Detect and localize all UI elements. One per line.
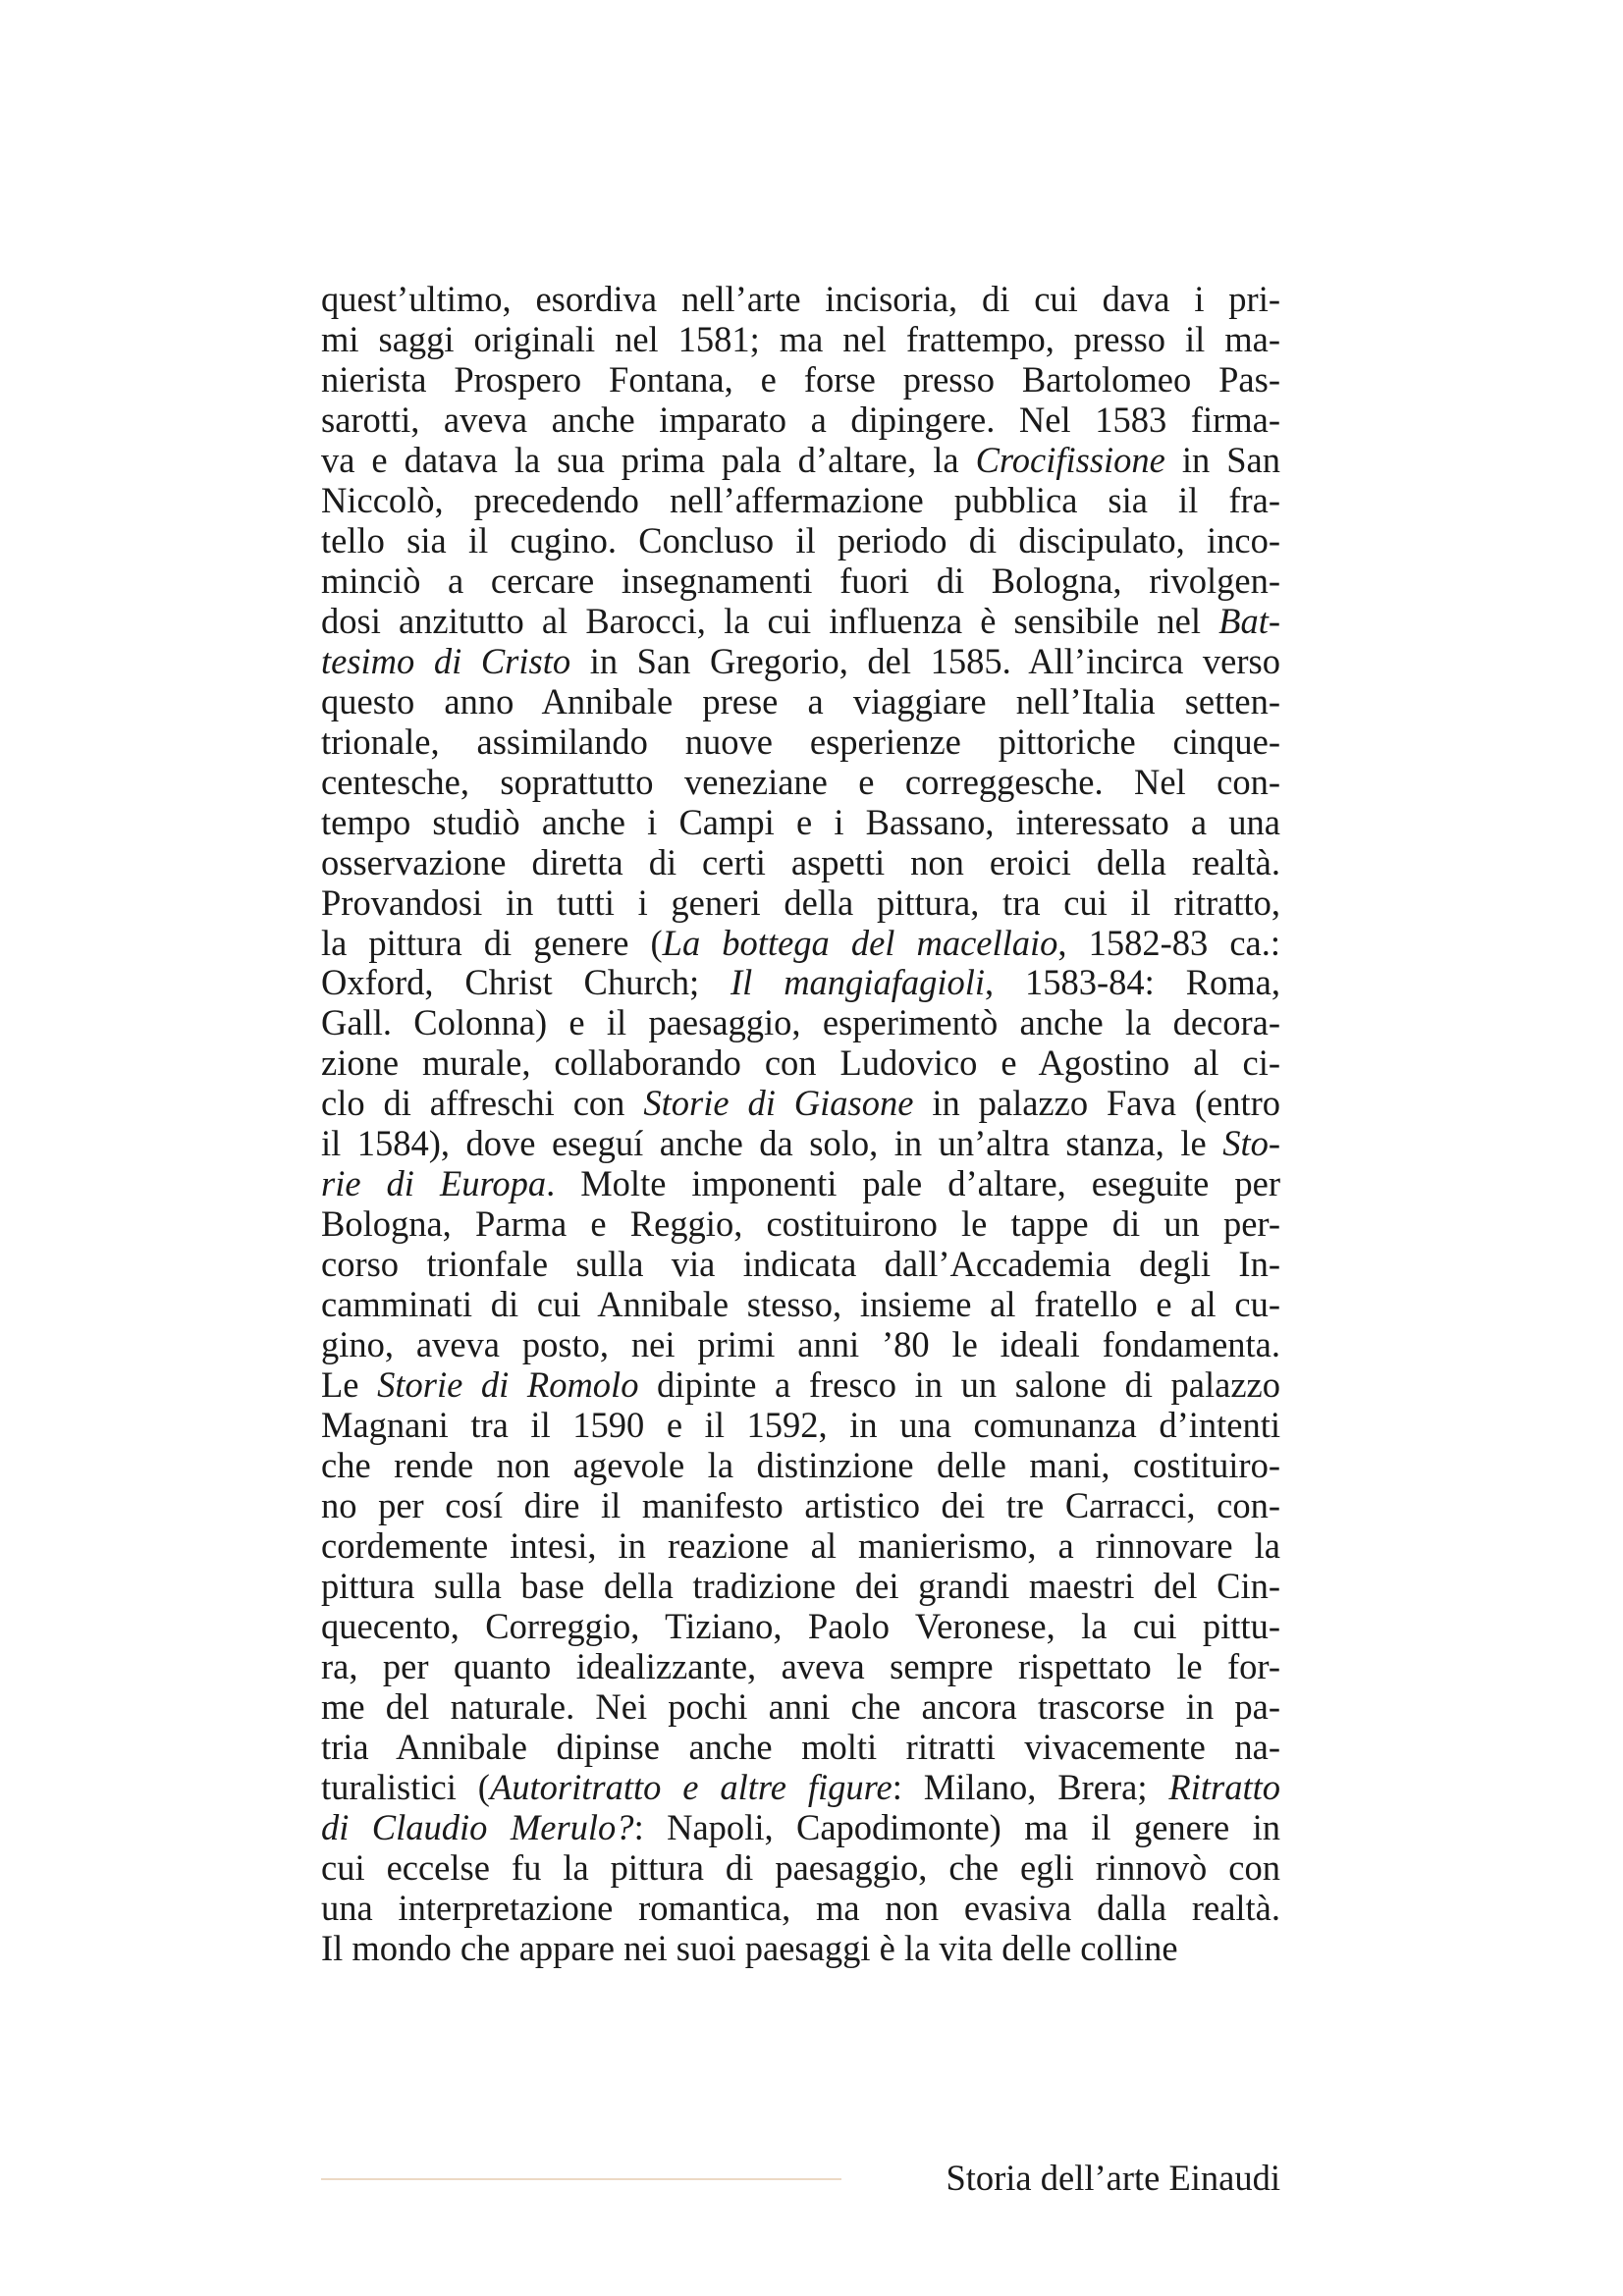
text-line (321, 883, 1280, 924)
text-segment: cui eccelse fu la pittura di paesaggio, che egli rinnovò con (321, 1846, 1280, 1888)
text-line (321, 1084, 1280, 1124)
text-line (321, 1285, 1280, 1325)
text-line (321, 1567, 1280, 1607)
italic-title: Autoritratto e altre figure (489, 1766, 893, 1807)
text-segment: il 1584), dove eseguí anche da solo, in un’altra stanza, le (321, 1123, 1223, 1164)
footer-title: Storia dell’arte Einaudi (946, 2158, 1280, 2198)
text-segment: Oxford, Christ Church; (321, 962, 731, 1003)
text-segment: corso trionfale sulla via indicata dall’Accademia degli In- (321, 1244, 1280, 1285)
text-line (321, 722, 1280, 763)
text-line (321, 441, 1280, 481)
text-line (321, 1808, 1280, 1848)
text-segment: . Molte imponenti pale d’altare, eseguite per (546, 1163, 1280, 1204)
text-segment: Il mondo che appare nei suoi paesaggi è la vita delle colline (321, 1927, 1178, 1968)
text-segment: Magnani tra il 1590 e il 1592, in una comunanza d’intenti (321, 1405, 1280, 1446)
text-segment: cordemente intesi, in reazione al manierismo, a rinnovare la (321, 1525, 1280, 1567)
text-segment: : Milano, Brera; (892, 1766, 1169, 1807)
italic-title: Bat- (1218, 600, 1280, 641)
text-line (321, 763, 1280, 803)
text-line (321, 1365, 1280, 1406)
text-segment: tempo studiò anche i Campi e i Bassano, interessato a una (321, 801, 1280, 842)
text-line (321, 360, 1280, 400)
text-line (321, 924, 1280, 964)
text-line (321, 521, 1280, 561)
text-line (321, 1245, 1280, 1285)
text-line (321, 1446, 1280, 1486)
italic-title: Storie di Giasone (643, 1083, 914, 1124)
page-footer (321, 2155, 1280, 2204)
text-segment: quecento, Correggio, Tiziano, Paolo Veronese, la cui pittu- (321, 1605, 1280, 1646)
italic-title: rie di Europa (321, 1163, 547, 1204)
text-segment: tello sia il cugino. Concluso il periodo di discipulato, inco- (321, 519, 1280, 561)
text-line (321, 481, 1280, 521)
text-line (321, 280, 1280, 320)
text-segment: quest’ultimo, esordiva nell’arte incisoria, di cui dava i pri- (321, 279, 1280, 319)
text-segment: sarotti, aveva anche imparato a dipingere. Nel 1583 firma- (321, 399, 1280, 440)
text-segment: me del naturale. Nei pochi anni che ancora trascorse in pa- (321, 1685, 1280, 1727)
text-line (321, 1889, 1280, 1929)
text-segment: Le (321, 1364, 378, 1406)
text-segment: dosi anzitutto al Barocci, la cui influenza è sensibile nel (321, 600, 1219, 641)
text-segment: Gall. Colonna) e il paesaggio, esperimentò anche la decora- (321, 1002, 1280, 1043)
text-segment: pittura sulla base della tradizione dei grandi maestri del Cin- (321, 1566, 1280, 1606)
text-segment: Niccolò, precedendo nell’affermazione pubblica sia il fra- (321, 479, 1280, 520)
italic-title: Il mangiafagioli (730, 962, 986, 1003)
text-segment: no per cosí dire il manifesto artistico dei tre Carracci, con- (321, 1485, 1280, 1526)
italic-title: La bottega del macellaio (662, 922, 1058, 963)
italic-title: Ritratto (1168, 1766, 1280, 1807)
text-line (321, 561, 1280, 602)
italic-title: Sto- (1222, 1123, 1280, 1164)
italic-title: tesimo di Cristo (321, 640, 571, 681)
text-segment: in palazzo Fava (entro (913, 1083, 1280, 1124)
text-segment: va e datava la sua prima pala d’altare, la (321, 439, 976, 480)
text-segment: in San (1164, 439, 1280, 480)
text-line (321, 1406, 1280, 1446)
text-segment: ra, per quanto idealizzante, aveva sempre rispettato le for- (321, 1645, 1280, 1686)
text-line (321, 320, 1280, 360)
text-segment: una interpretazione romantica, ma non evasiva dalla realtà. (321, 1887, 1280, 1928)
text-segment: la pittura di genere ( (321, 922, 663, 963)
text-line (321, 1768, 1280, 1808)
body-text (321, 280, 1280, 1969)
text-line (321, 1124, 1280, 1164)
text-segment: osservazione diretta di certi aspetti non eroici della realtà. (321, 841, 1280, 882)
text-segment: minciò a cercare insegnamenti fuori di Bologna, rivolgen- (321, 560, 1280, 601)
text-segment: tria Annibale dipinse anche molti ritratti vivacemente na- (321, 1726, 1280, 1767)
text-segment: centesche, soprattutto veneziane e correggesche. Nel con- (321, 761, 1280, 802)
text-segment: dipinte a fresco in un salone di palazzo (638, 1364, 1281, 1406)
text-line (321, 1003, 1280, 1043)
text-segment: Provandosi in tutti i generi della pittura, tra cui il ritratto, (321, 881, 1280, 923)
text-line (321, 843, 1280, 883)
text-line (321, 1647, 1280, 1687)
text-line (321, 803, 1280, 843)
italic-title: Storie di Romolo (377, 1364, 639, 1406)
italic-title: Crocifissione (975, 439, 1165, 480)
text-line (321, 1929, 1280, 1969)
text-segment: clo di affreschi con (321, 1083, 644, 1124)
text-segment: : Napoli, Capodimonte) ma il genere in (633, 1806, 1281, 1847)
text-segment: camminati di cui Annibale stesso, insieme al fratello e al cu- (321, 1284, 1280, 1325)
text-line (321, 963, 1280, 1003)
text-line (321, 1607, 1280, 1647)
text-line (321, 1526, 1280, 1567)
text-segment: , 1583-84: Roma, (985, 962, 1281, 1003)
text-line (321, 400, 1280, 441)
text-line (321, 1043, 1280, 1084)
text-segment: che rende non agevole la distinzione delle mani, costituiro- (321, 1445, 1280, 1486)
text-line (321, 1204, 1280, 1245)
text-segment: turalistici ( (321, 1766, 490, 1807)
text-line (321, 602, 1280, 642)
text-segment: Bologna, Parma e Reggio, costituirono le tappe di un per- (321, 1203, 1280, 1245)
text-segment: nierista Prospero Fontana, e forse presso Bartolomeo Pas- (321, 358, 1280, 400)
text-line (321, 1164, 1280, 1204)
text-segment: trionale, assimilando nuove esperienze pittoriche cinque- (321, 721, 1280, 762)
text-segment: questo anno Annibale prese a viaggiare nell’Italia setten- (321, 680, 1280, 721)
text-line (321, 1486, 1280, 1526)
text-line (321, 642, 1280, 682)
text-line (321, 1687, 1280, 1728)
text-segment: mi saggi originali nel 1581; ma nel frattempo, presso il ma- (321, 318, 1280, 359)
footer-rule (321, 2178, 841, 2180)
text-segment: zione murale, collaborando con Ludovico e Agostino al ci- (321, 1042, 1280, 1084)
text-line (321, 682, 1280, 722)
text-segment: , 1582-83 ca.: (1057, 922, 1280, 963)
text-line (321, 1848, 1280, 1889)
text-segment: gino, aveva posto, nei primi anni ’80 le ideali fondamenta. (321, 1324, 1280, 1365)
text-line (321, 1325, 1280, 1365)
text-line (321, 1728, 1280, 1768)
text-segment: in San Gregorio, del 1585. All’incirca verso (570, 640, 1280, 681)
italic-title: di Claudio Merulo? (321, 1806, 634, 1847)
